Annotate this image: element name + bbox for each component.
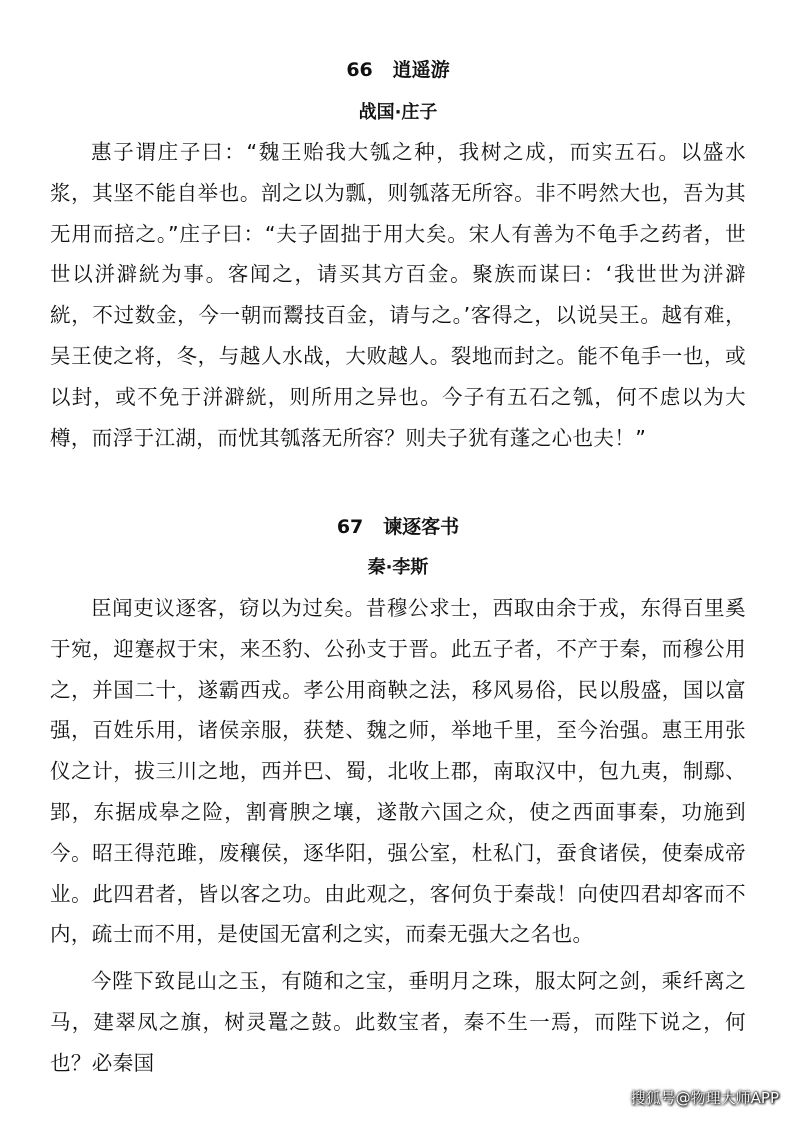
- section-67-number: 67: [336, 516, 364, 538]
- section-67-title-text: 谏逐客书: [383, 516, 460, 538]
- section-67-paragraph-1: 臣闻吏议逐客，窃以为过矣。昔穆公求士，西取由余于戎，东得百里奚于宛，迎蹇叔于宋，来丕豹、公孙支于晋。此五子者，不产于秦，而穆公用之，并国二十，遂霸西戎。孝公用商鞅之法，移风易俗，民以殷盛，国以富强，百姓乐用，诸侯亲服，获楚、魏之师，举地千里，至今治强。惠王用张仪之计，拔三川之地，西并巴、蜀，北收上郡，南取汉中，包九夷，制鄢、郢，东据成皋之险，割膏腴之壤，遂散六国之众，使之西面事秦，功施到今。昭王得范雎，废穰侯，逐华阳，强公室，杜私门，蚕食诸侯，使秦成帝业。此四君者，皆以客之功。由此观之，客何负于秦哉！向使四君却客而不内，疏士而不用，是使国无富利之实，而秦无强大之名也。: [50, 596, 746, 947]
- section-66-title: [50, 58, 746, 82]
- section-66-title-text: 逍遥游: [392, 59, 450, 81]
- section-66-number: 66: [346, 59, 373, 81]
- watermark-text: 搜狐号@物理大师APP: [630, 1089, 779, 1107]
- section-67-paragraph-2: 今陛下致昆山之玉，有随和之宝，垂明月之珠，服太阿之剑，乘纤离之马，建翠凤之旗，树灵鼍之鼓。此数宝者，秦不生一焉，而陛下说之，何也？必秦国: [50, 969, 746, 1075]
- section-67-author: 秦·李斯: [367, 557, 429, 578]
- section-66-paragraph-1: 惠子谓庄子曰：“魏王贻我大瓠之种，我树之成，而实五石。以盛水浆，其坚不能自举也。剖之以为瓢，则瓠落无所容。非不呺然大也，吾为其无用而掊之。”庄子曰：“夫子固拙于用大矣。宋人有善为不龟手之药者，世世以洴澼絖为事。客闻之，请买其方百金。聚族而谋曰：‘我世世为洴澼絖，不过数金，今一朝而鬻技百金，请与之。’客得之，以说吴王。越有难，吴王使之将，冬，与越人水战，大败越人。裂地而封之。能不龟手一也，或以封，或不免于洴澼絖，则所用之异也。今子有五石之瓠，何不虑以为大樽，而浮于江湖，而忧其瓠落无所容？则夫子犹有蓬之心也夫！”: [50, 140, 746, 450]
- section-66-author: 战国·庄子: [358, 102, 438, 123]
- section-67-title: [50, 515, 746, 539]
